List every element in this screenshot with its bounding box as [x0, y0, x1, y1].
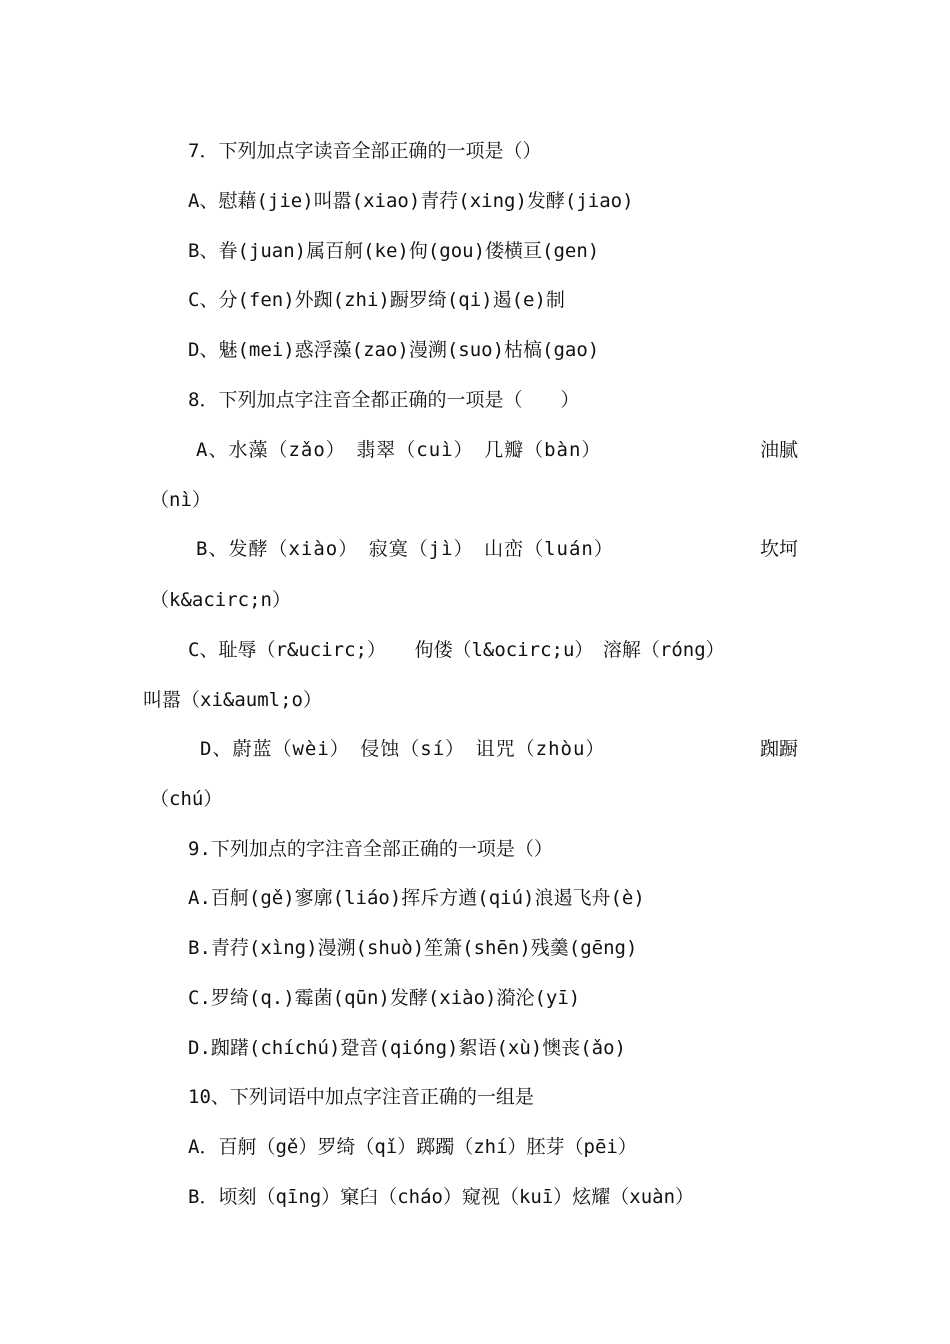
question-7-option-c: C、分(fen)外踟(zhi)蹰罗绮(qi)遏(e)制	[188, 289, 565, 311]
question-7-option-d: D、魅(mei)惑浮藻(zao)漫溯(suo)枯槁(gao)	[188, 339, 600, 361]
question-9-option-c: C.罗绮(q.)霉菌(qūn)发酵(xiào)漪沦(yī)	[188, 987, 581, 1009]
question-8-option-c-cont: 叫嚣（xi&auml;o）	[143, 689, 322, 711]
question-7-option-a: A、慰藉(jie)叫嚣(xiao)青荇(xing)发酵(jiao)	[188, 190, 634, 212]
question-9-stem: 9.下列加点的字注音全部正确的一项是（）	[188, 838, 553, 860]
question-8-option-c: C、耻辱（r&ucirc;） 佝偻（l&ocirc;u） 溶解（róng）	[188, 639, 725, 661]
question-10-option-b: B．顷刻（qīng）窠臼（cháo）窥视（kuī）炫耀（xuàn）	[188, 1186, 695, 1208]
question-9-option-b: B.青荇(xìng)漫溯(shuò)笙箫(shēn)残羹(gēng)	[188, 937, 638, 959]
question-10-option-a: A．百舸（gě）罗绮（qǐ）踯躅（zhí）胚芽（pēi）	[188, 1136, 637, 1158]
question-8-option-b: B、发酵（xiào） 寂寞（jì） 山峦（luán）	[196, 538, 614, 560]
question-8-option-b-tail: 坎坷	[760, 538, 799, 560]
question-8-option-d: D、蔚蓝（wèi） 侵蚀（sí） 诅咒（zhòu）	[200, 738, 606, 760]
question-8-option-a-tail: 油腻	[760, 439, 799, 461]
question-8-stem: 8．下列加点字注音全都正确的一项是（ ）	[188, 389, 580, 411]
question-8-option-d-tail: 踟蹰	[760, 738, 799, 760]
question-10-stem: 10、下列词语中加点字注音正确的一组是	[188, 1086, 534, 1108]
question-8-option-d-cont: （chú）	[150, 788, 223, 810]
question-7-option-b: B、眷(juan)属百舸(ke)佝(gou)偻横亘(gen)	[188, 240, 600, 262]
question-8-option-a: A、水藻（zǎo） 翡翠（cuì） 几瓣（bàn）	[196, 439, 602, 461]
question-9-option-a: A.百舸(gě)寥廓(liáo)挥斥方遒(qiú)浪遏飞舟(è)	[188, 887, 645, 909]
question-7-stem: 7．下列加点字读音全部正确的一项是（）	[188, 140, 542, 162]
question-8-option-b-cont: （k&acirc;n）	[150, 589, 291, 611]
question-9-option-d: D.踟躇(chíchú)跫音(qióng)絮语(xù)懊丧(ǎo)	[188, 1037, 626, 1059]
question-8-option-a-cont: （nì）	[150, 489, 211, 511]
